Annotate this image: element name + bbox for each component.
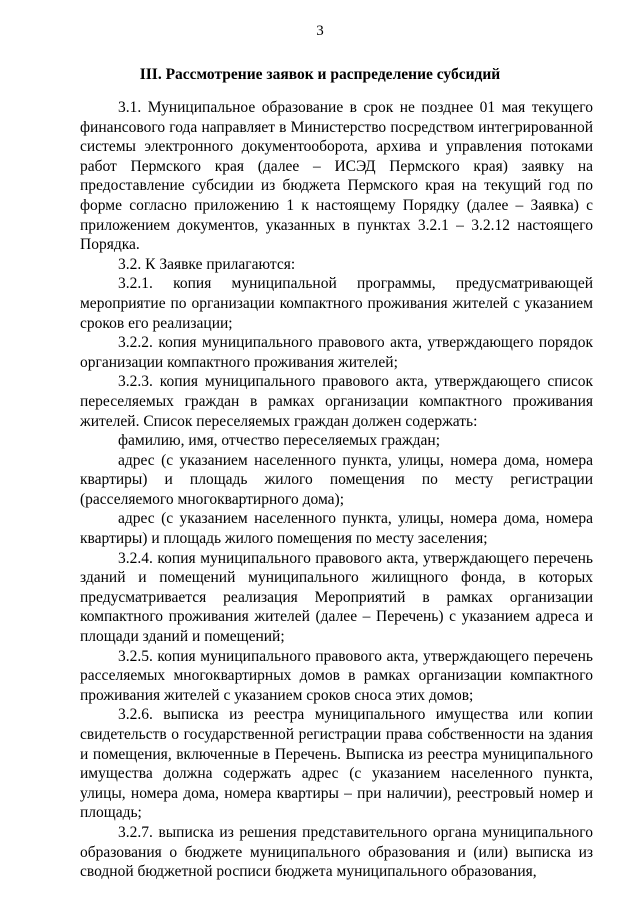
list-item-registration-address: адрес (с указанием населенного пункта, улицы, номера дома, номера квартиры) и площадь жилого помещения по месту регистрации (расселяемого многоквартирного дома); [80, 451, 593, 508]
paragraph-3-2-7: 3.2.7. выписка из решения представительного органа муниципального образования о бюджете муниципального образования и (или) выписка из сводной бюджетной росписи бюджета муниципального образования, [80, 823, 593, 881]
section-heading: III. Рассмотрение заявок и распределение субсидий [139, 66, 501, 83]
page-number: 3 [316, 23, 324, 39]
paragraph-3-2: 3.2. К Заявке прилагаются: [118, 255, 296, 273]
paragraph-3-2-3: 3.2.3. копия муниципального правового акта, утверждающего список переселяемых граждан в рамках организации компактного проживания жителей. Список переселяемых граждан должен содержать: [80, 373, 593, 430]
document-body [80, 98, 593, 882]
paragraph-3-1: 3.1. Муниципальное образование в срок не позднее 01 мая текущего финансового года направляет в Министерство посредством интегрированной системы электронного документооборота, архива и управления потоками работ Пермского края (далее – ИСЭД Пермского края) заявку на предоставление субсидии из бюджета Пермского края на текущий год по форме согласно приложению 1 к настоящему Порядку (далее – Заявка) с приложением документов, указанных в пунктах 3.2.1 – 3.2.12 настоящего Порядка. [80, 99, 593, 254]
paragraph-3-2-1: 3.2.1. копия муниципальной программы, предусматривающей мероприятие по организации компактного проживания жителей с указанием сроков его реализации; [80, 275, 593, 332]
list-item-full-name: фамилию, имя, отчество переселяемых граждан; [118, 432, 441, 450]
paragraph-3-2-5: 3.2.5. копия муниципального правового акта, утверждающего перечень расселяемых многоквартирных домов в рамках организации компактного проживания жителей с указанием сроков сноса этих домов; [80, 647, 593, 704]
paragraph-3-2-2: 3.2.2. копия муниципального правового акта, утверждающего порядок организации компактного проживания жителей; [80, 334, 593, 371]
list-item-settlement-address: адрес (с указанием населенного пункта, улицы, номера дома, номера квартиры) и площадь жилого помещения по месту заселения; [80, 510, 593, 548]
paragraph-3-2-6: 3.2.6. выписка из реестра муниципального имущества или копии свидетельств о государственной регистрации права собственности на здания и помещения, включенные в Перечень. Выписка из реестра муниципального имущества должна содержать адрес (с указанием населенного пункта, улицы, номера дома, номера квартиры – при наличии), реестровый номер и площадь; [80, 706, 593, 822]
paragraph-3-2-4: 3.2.4. копия муниципального правового акта, утверждающего перечень зданий и помещений муниципального жилищного фонда, в которых предусматривается реализация Мероприятий в рамках организации компактного проживания жителей (далее – Перечень) с указанием адреса и площади зданий и помещений; [80, 549, 593, 646]
